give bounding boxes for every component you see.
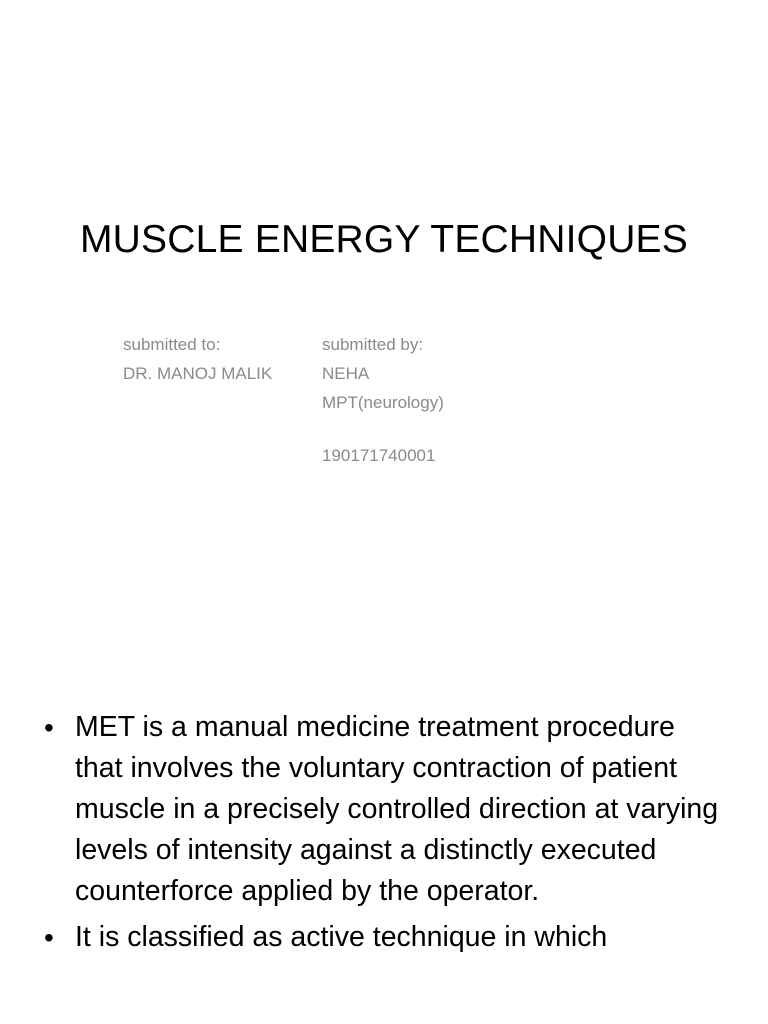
- submitted-to-block: [123, 330, 272, 388]
- submitted-to-name: DR. MANOJ MALIK: [123, 364, 273, 383]
- submitted-by-label: submitted by:: [322, 335, 424, 354]
- submitted-by-block: [322, 330, 444, 470]
- submitted-to-label: submitted to:: [123, 335, 221, 354]
- bullet-icon: •: [44, 712, 54, 743]
- bullet-item: [44, 917, 724, 958]
- blank-line: [322, 417, 444, 441]
- submitted-by-program: MPT(neurology): [322, 393, 444, 412]
- bullet-text: MET is a manual medicine treatment procedure that involves the voluntary contraction of patient muscle in a precisely controlled direction at varying levels of intensity against a distinctly executed counterforce applied by the operator.: [75, 711, 719, 907]
- content-slide: [0, 690, 768, 1024]
- bullet-text: It is classified as active technique in which: [75, 921, 608, 953]
- bullet-icon: •: [44, 922, 54, 953]
- submitted-by-name: NEHA: [322, 364, 370, 383]
- slide-title: MUSCLE ENERGY TECHNIQUES: [80, 218, 688, 261]
- bullet-item: [44, 707, 724, 912]
- bullet-list: [44, 707, 724, 963]
- submitted-by-roll-number: 190171740001: [322, 446, 436, 465]
